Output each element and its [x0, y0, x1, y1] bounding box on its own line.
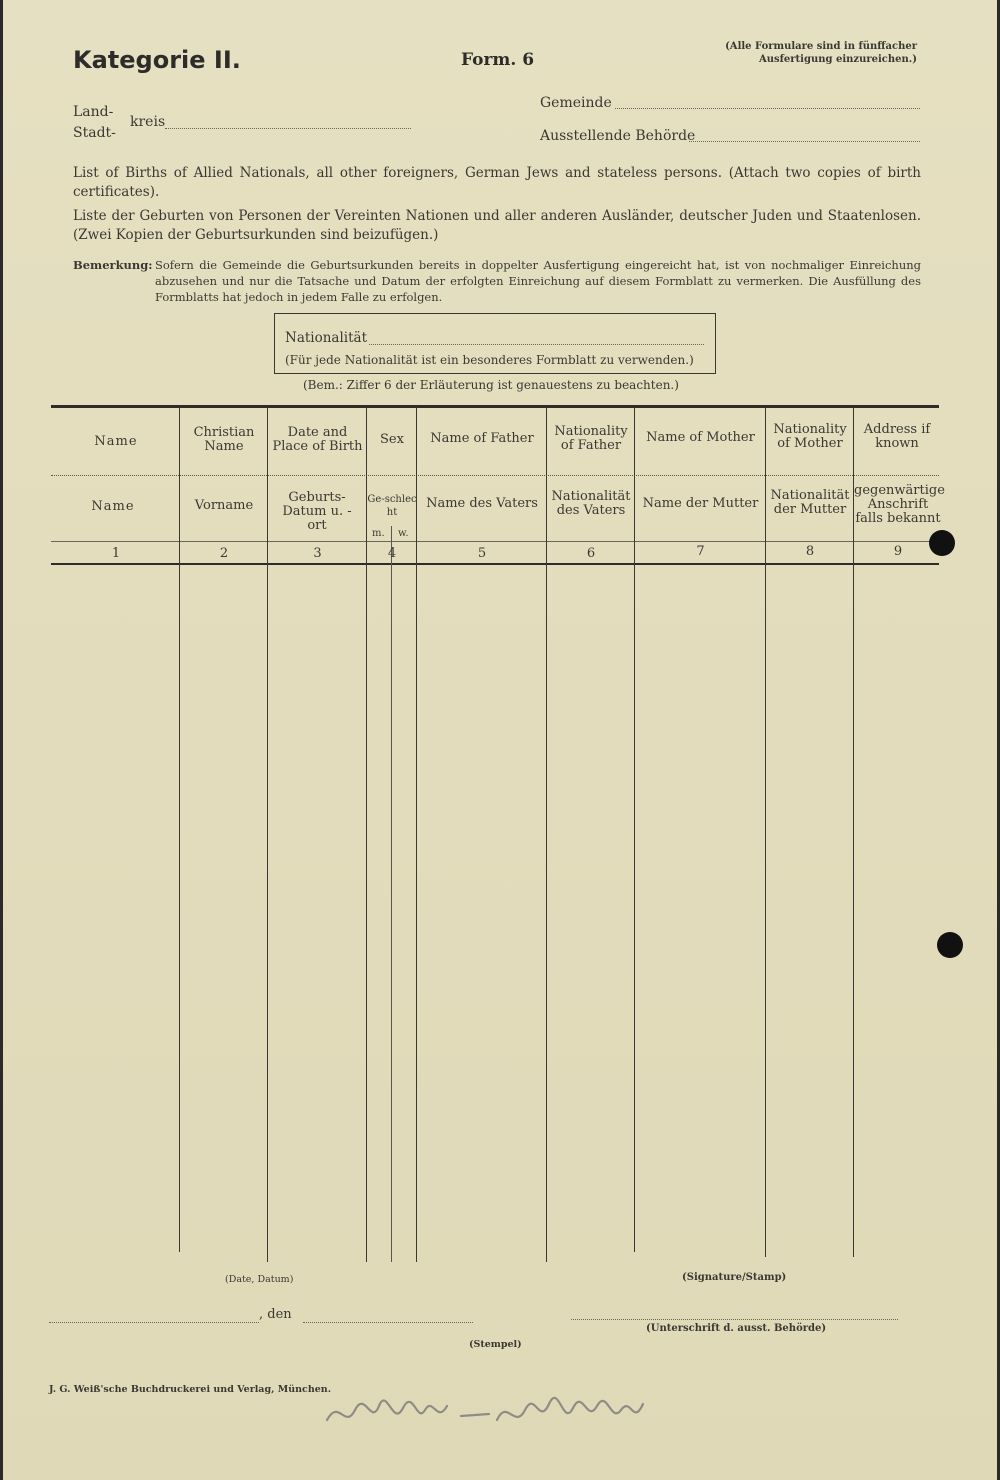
behoerde-label: Ausstellende Behörde — [540, 128, 696, 144]
col-9-num: 9 — [893, 544, 903, 559]
stadt-label: Stadt- — [73, 125, 116, 141]
instructions-english: List of Births of Allied Nationals, all other foreigners, German Jews and stateless persons. (Attach two copies of birth certificates). — [73, 165, 921, 200]
form-number: Form. 6 — [461, 50, 535, 70]
stempel-label: (Stempel) — [469, 1339, 522, 1350]
date-label: (Date, Datum) — [225, 1274, 294, 1285]
punch-hole-top — [929, 530, 955, 556]
col-4-de: Ge-schlecht — [367, 494, 417, 518]
col-1-num: 1 — [111, 546, 121, 561]
table-top-rule — [51, 405, 939, 408]
nationality-box — [274, 313, 716, 374]
entry-area[interactable] — [53, 566, 937, 1256]
col-2-en: Christian Name — [193, 425, 255, 454]
col-1-de: Name — [91, 499, 135, 514]
col-2-num: 2 — [219, 546, 229, 561]
col-3-de: Geburts-Datum u. -ort — [282, 490, 352, 533]
col-6-en: Nationality of Father — [554, 424, 628, 453]
signature-de-label: (Unterschrift d. ausst. Behörde) — [646, 1323, 827, 1334]
bem-note: (Bem.: Ziffer 6 der Erläuterung ist genauestens zu beachten.) — [303, 378, 679, 392]
col-5-de: Name des Vaters — [426, 496, 538, 511]
place-field[interactable] — [49, 1322, 259, 1323]
col-9-de: gegenwärtige Anschrift falls bekannt — [854, 483, 945, 526]
table-header-bottom-rule — [51, 563, 939, 565]
col-7-num: 7 — [696, 544, 705, 559]
signature-label: (Signature/Stamp) — [682, 1272, 787, 1283]
col-3-num: 3 — [313, 546, 322, 561]
nationality-subtext: (Für jede Nationalität ist ein besonderes Formblatt zu verwenden.) — [285, 353, 694, 367]
col-7-de: Name der Mutter — [642, 496, 759, 511]
remark-label: Bemerkung: — [73, 258, 153, 272]
col-5-num: 5 — [477, 546, 487, 561]
col-8-en: Nationality of Mother — [773, 422, 847, 451]
table-mid-rule — [51, 475, 939, 476]
col-6-de: Nationalität des Vaters — [551, 489, 631, 518]
sex-w-label: w. — [398, 528, 409, 539]
submission-note-line-2: Ausfertigung einzureichen.) — [758, 54, 917, 65]
col-8-num: 8 — [805, 544, 815, 559]
sex-m-label: m. — [372, 528, 385, 539]
nationality-label: Nationalität — [285, 330, 368, 346]
col-4-en: Sex — [380, 432, 404, 447]
col-5-en: Name of Father — [430, 431, 534, 446]
nationality-field[interactable] — [369, 344, 704, 345]
behoerde-field[interactable] — [689, 141, 920, 142]
col-8-de: Nationalität der Mutter — [770, 488, 850, 517]
col-7-en: Name of Mother — [646, 430, 755, 445]
col-2-de: Vorname — [194, 498, 254, 513]
handwritten-scribble — [321, 1380, 661, 1440]
land-label: Land- — [73, 104, 114, 120]
col-6-num: 6 — [586, 546, 596, 561]
col-3-en: Date and Place of Birth — [272, 425, 363, 454]
den-label: , den — [259, 1307, 292, 1322]
kreis-label: kreis — [130, 114, 166, 130]
submission-note — [725, 40, 917, 66]
punch-hole-bottom — [937, 932, 963, 958]
col-1-en: Name — [94, 434, 138, 449]
col-4-num: 4 — [387, 546, 397, 561]
remark-text: Sofern die Gemeinde die Geburtsurkunden bereits in doppelter Ausfertigung eingereicht hat, ist von nochmaliger Einreichung abzusehen und nur die Tatsache und Datum der erfolgten Einreichung auf diesem Formblatt zu vermerken. Die Ausfüllung des Formblatts hat jedoch in jedem Falle zu erfolgen. — [155, 258, 921, 304]
page-title: Kategorie II. — [73, 46, 241, 74]
table-number-rule — [51, 541, 939, 542]
date-field[interactable] — [303, 1322, 473, 1323]
kreis-field[interactable] — [165, 128, 411, 129]
gemeinde-field[interactable] — [615, 108, 920, 109]
instructions-german: Liste der Geburten von Personen der Vereinten Nationen und aller anderen Ausländer, deutscher Juden und Staatenlosen. (Zwei Kopien der Geburtsurkunden sind beizufügen.) — [73, 208, 921, 243]
submission-note-line-1: (Alle Formulare sind in fünffacher — [725, 41, 917, 52]
col-9-en: Address if known — [863, 422, 931, 451]
gemeinde-label: Gemeinde — [540, 95, 612, 111]
signature-field[interactable] — [571, 1319, 898, 1320]
printer-imprint: J. G. Weiß'sche Buchdruckerei und Verlag, München. — [49, 1384, 331, 1395]
